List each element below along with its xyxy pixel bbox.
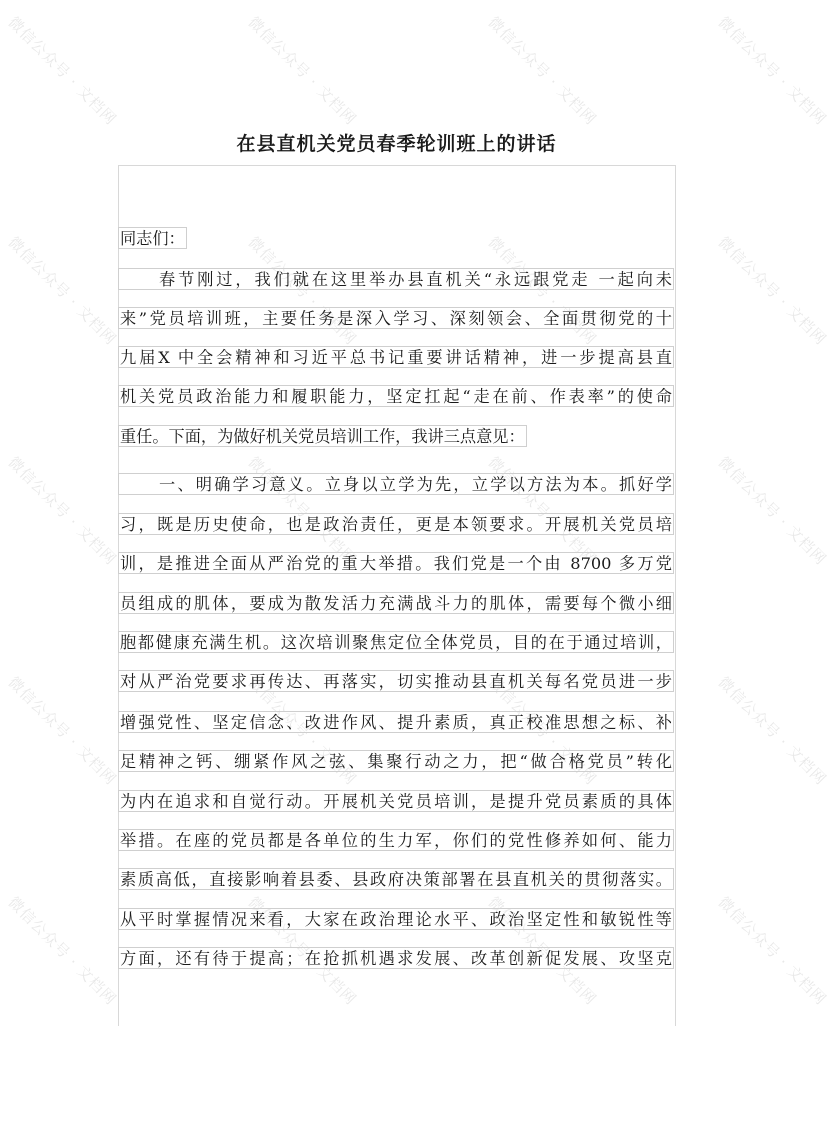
watermark-text: 微信公众号 · 文档网 — [244, 453, 361, 569]
paragraph-line: 举措。在座的党员都是各单位的生力军，你们的党性修养如何、能力 — [120, 831, 672, 850]
paragraph-line: 足精神之钙、绷紧作风之弦、集聚行动之力，把“做合格党员”转化 — [120, 752, 672, 771]
watermark-text: 微信公众号 · 文档网 — [244, 233, 361, 349]
paragraph-line: 方面，还有待于提高；在抢抓机遇求发展、改革创新促发展、攻坚克 — [120, 949, 672, 968]
watermark-text: 微信公众号 · 文档网 — [4, 453, 121, 569]
watermark-text: 微信公众号 · 文档网 — [714, 893, 831, 1009]
watermark-text: 微信公众号 · 文档网 — [484, 453, 601, 569]
paragraph-line: 春节刚过，我们就在这里举办县直机关“永远跟党走 一起向未 — [118, 268, 674, 290]
paragraph-line: 为内在追求和自觉行动。开展机关党员培训，是提升党员素质的具体 — [120, 792, 672, 811]
paragraph-line: 胞都健康充满生机。这次培训聚焦定位全体党员，目的在于通过培训， — [120, 633, 672, 652]
paragraph-line: 从平时掌握情况来看，大家在政治理论水平、政治坚定性和敏锐性等 — [120, 910, 672, 929]
paragraph-line: 习，既是历史使命，也是政治责任，更是本领要求。开展机关党员培 — [120, 515, 672, 534]
paragraph-line: 对从严治党要求再传达、再落实，切实推动县直机关每名党员进一步 — [120, 672, 672, 691]
watermark-text: 微信公众号 · 文档网 — [244, 673, 361, 789]
watermark-text: 微信公众号 · 文档网 — [714, 13, 831, 129]
watermark-text: 微信公众号 · 文档网 — [484, 13, 601, 129]
paragraph-line: 来”党员培训班，主要任务是深入学习、深刻领会、全面贯彻党的十 — [120, 309, 672, 328]
watermark-text: 微信公众号 · 文档网 — [714, 233, 831, 349]
paragraph-line: 一、明确学习意义。立身以立学为先，立学以方法为本。抓好学 — [118, 473, 674, 495]
paragraph-line: 重任。下面，为做好机关党员培训工作，我讲三点意见： — [120, 427, 525, 446]
paragraph-line: 素质高低，直接影响着县委、县政府决策部署在县直机关的贯彻落实。 — [120, 870, 672, 889]
paragraph-line: 九届X 中全会精神和习近平总书记重要讲话精神，进一步提高县直 — [120, 348, 672, 367]
watermark-text: 微信公众号 · 文档网 — [714, 453, 831, 569]
watermark-text: 微信公众号 · 文档网 — [244, 893, 361, 1009]
salutation: 同志们： — [120, 229, 185, 248]
watermark-text: 微信公众号 · 文档网 — [714, 673, 831, 789]
watermark-text: 微信公众号 · 文档网 — [244, 13, 361, 129]
watermark-text: 微信公众号 · 文档网 — [4, 893, 121, 1009]
watermark-text: 微信公众号 · 文档网 — [484, 893, 601, 1009]
watermark-text: 微信公众号 · 文档网 — [4, 233, 121, 349]
paragraph-line: 训，是推进全面从严治党的重大举措。我们党是一个由 8700 多万党 — [120, 554, 672, 573]
watermark-text: 微信公众号 · 文档网 — [484, 673, 601, 789]
paragraph-line: 增强党性、坚定信念、改进作风、提升素质，真正校准思想之标、补 — [120, 713, 672, 732]
document-title: 在县直机关党员春季轮训班上的讲话 — [236, 133, 557, 155]
watermark-text: 微信公众号 · 文档网 — [4, 673, 121, 789]
watermark-text: 微信公众号 · 文档网 — [484, 233, 601, 349]
watermark-text: 微信公众号 · 文档网 — [4, 13, 121, 129]
paragraph-line: 员组成的肌体，要成为散发活力充满战斗力的肌体，需要每个微小细 — [120, 594, 672, 613]
paragraph-line: 机关党员政治能力和履职能力，坚定扛起“走在前、作表率”的使命 — [120, 387, 672, 406]
